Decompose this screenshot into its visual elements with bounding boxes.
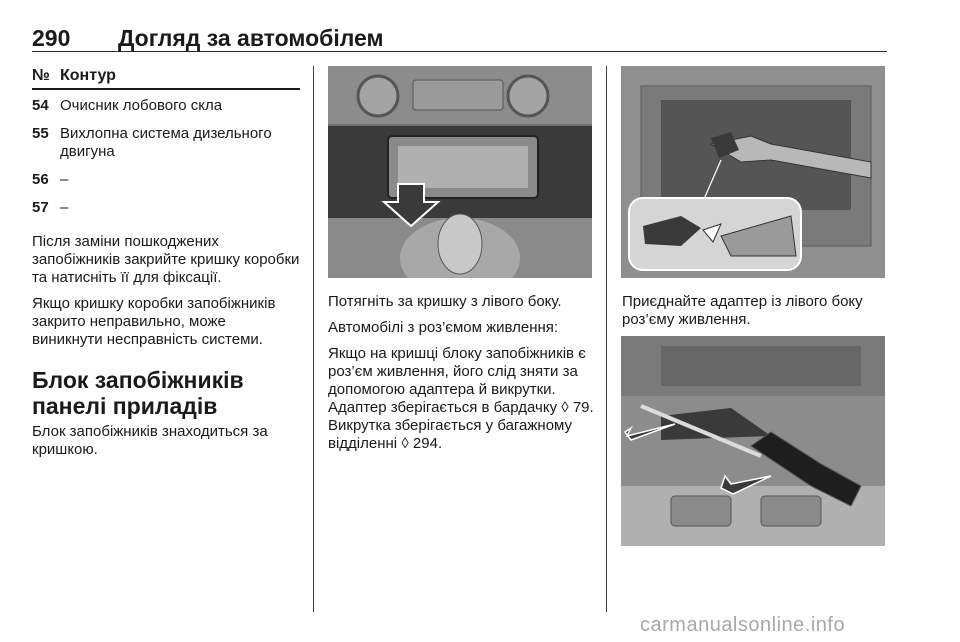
fuse-number: 54 <box>32 97 49 114</box>
fuse-number: 55 <box>32 125 49 142</box>
fuse-table-header <box>32 66 300 88</box>
header-rule <box>32 51 887 52</box>
column-divider <box>606 66 607 612</box>
paragraph: Після заміни пошкоджених запобіжників закрийте кришку коробки та натисніть її для фіксації. <box>32 233 300 286</box>
paragraph: Приєднайте адаптер із лівого боку роз’єму живлення. <box>622 293 863 328</box>
image-adapter <box>621 66 885 278</box>
table-rule <box>32 88 300 90</box>
paragraph: Автомобілі з роз’ємом живлення: <box>328 319 559 336</box>
table-row <box>32 199 300 217</box>
column-left <box>32 66 300 467</box>
table-row <box>32 171 300 189</box>
page-title: Догляд за автомобілем <box>118 25 384 51</box>
fuse-circuit: Вихлопна система дизельного двигуна <box>60 125 272 160</box>
paragraph-text: Якщо на кришці блоку запобіжників є роз’єм живлення, його слід зняти за допомогою адаптера й викрутки. Адаптер зберігається в бардачку <box>328 345 586 416</box>
page-ref-link[interactable]: 79 <box>572 399 590 416</box>
paragraph: Якщо кришку коробки запобіжників закрито неправильно, може виникнути несправність системи. <box>32 295 276 348</box>
section-title: Блок запобіжників панелі приладів <box>32 367 244 419</box>
col-number-heading: № <box>32 67 50 84</box>
fuse-circuit: – <box>60 171 69 188</box>
watermark: carmanualsonline.info <box>640 614 846 636</box>
table-row <box>32 97 300 115</box>
paragraph-text: . Викрутка зберігається у багажному відділенні <box>328 399 594 452</box>
column-middle <box>328 293 596 461</box>
page-ref-icon: ◊ <box>561 399 569 416</box>
paragraph: Блок запобіжників знаходиться за кришкою. <box>32 423 268 458</box>
col-circuit-heading: Контур <box>60 67 116 84</box>
page-number: 290 <box>32 25 71 51</box>
page-header <box>32 26 887 50</box>
paragraph-text: . <box>437 435 443 452</box>
fuse-number: 57 <box>32 199 49 216</box>
table-row <box>32 125 300 161</box>
page-ref-icon: ◊ <box>401 435 409 452</box>
fuse-circuit: Очисник лобового скла <box>60 97 223 114</box>
paragraph <box>328 345 596 453</box>
column-right <box>622 293 888 337</box>
fuse-circuit: – <box>60 199 69 216</box>
image-fuse-cover-console <box>328 66 592 278</box>
fuse-number: 56 <box>32 171 49 188</box>
image-screwdriver <box>621 336 885 546</box>
paragraph: Потягніть за кришку з лівого боку. <box>328 293 562 310</box>
column-divider <box>313 66 314 612</box>
page-ref-link[interactable]: 294 <box>412 435 438 452</box>
